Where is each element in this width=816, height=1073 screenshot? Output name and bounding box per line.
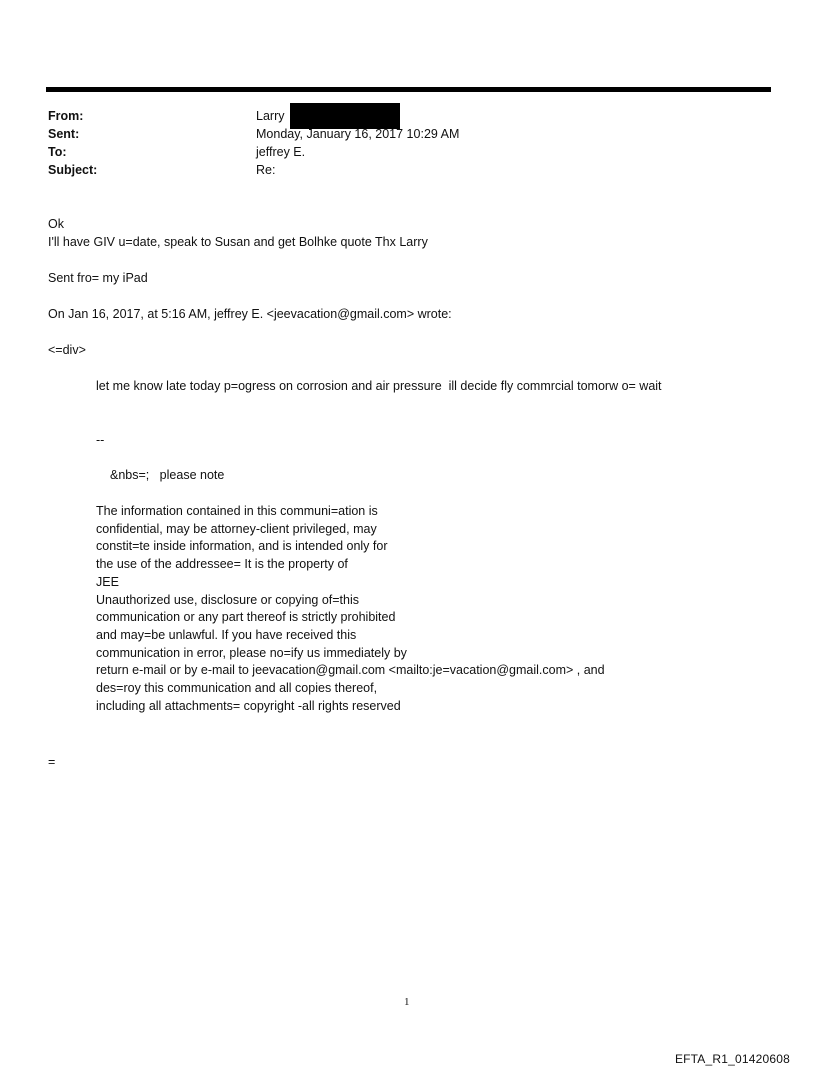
disclaimer-line: constit=te inside information, and is intended only for [96,539,388,554]
reply-line-1: Ok [48,217,64,231]
sent-label: Sent: [48,127,80,141]
nbsp-note: &nbs=; please note [110,468,225,482]
trailing-equals: = [48,755,56,769]
div-tag-line: <=div> [48,343,86,357]
sent-value: Monday, January 16, 2017 10:29 AM [256,127,460,141]
disclaimer-line: the use of the addressee= It is the property of [96,557,348,572]
sent-from-line: Sent fro= my iPad [48,271,148,285]
disclaimer-line: confidential, may be attorney-client privileged, may [96,521,377,536]
disclaimer-line: including all attachments= copyright -all rights reserved [96,698,401,713]
disclaimer-line: and may=be unlawful. If you have received this [96,627,357,642]
page-number: 1 [404,996,410,1008]
quoted-message: let me know late today p=ogress on corrosion and air pressure ill decide fly commrcial tomorw o= wait [96,379,662,393]
disclaimer-line: return e-mail or by e-mail to jeevacation@gmail.com <mailto:je=vacation@gmail.com> , and [96,663,605,678]
reply-line-2: I'll have GIV u=date, speak to Susan and get Bolhke quote Thx Larry [48,235,428,249]
confidentiality-disclaimer [96,503,605,715]
disclaimer-line: The information contained in this communi=ation is [96,504,378,518]
document-id: EFTA_R1_01420608 [674,1052,790,1066]
quote-intro: On Jan 16, 2017, at 5:16 AM, jeffrey E. <jeevacation@gmail.com> wrote: [48,307,452,321]
header-divider [46,87,771,92]
disclaimer-line: Unauthorized use, disclosure or copying of=this [96,592,359,607]
to-value: jeffrey E. [256,145,306,159]
disclaimer-line: communication in error, please no=ify us immediately by [96,645,407,660]
disclaimer-line: communication or any part thereof is strictly prohibited [96,610,396,625]
to-label: To: [48,145,67,159]
disclaimer-line: des=roy this communication and all copies thereof, [96,681,378,696]
subject-value: Re: [256,163,276,177]
signature-separator: -- [96,433,105,447]
subject-label: Subject: [48,163,98,177]
from-label: From: [48,109,84,123]
redaction-box [290,103,400,129]
from-name: Larry [256,109,285,123]
disclaimer-line: JEE [96,574,119,589]
